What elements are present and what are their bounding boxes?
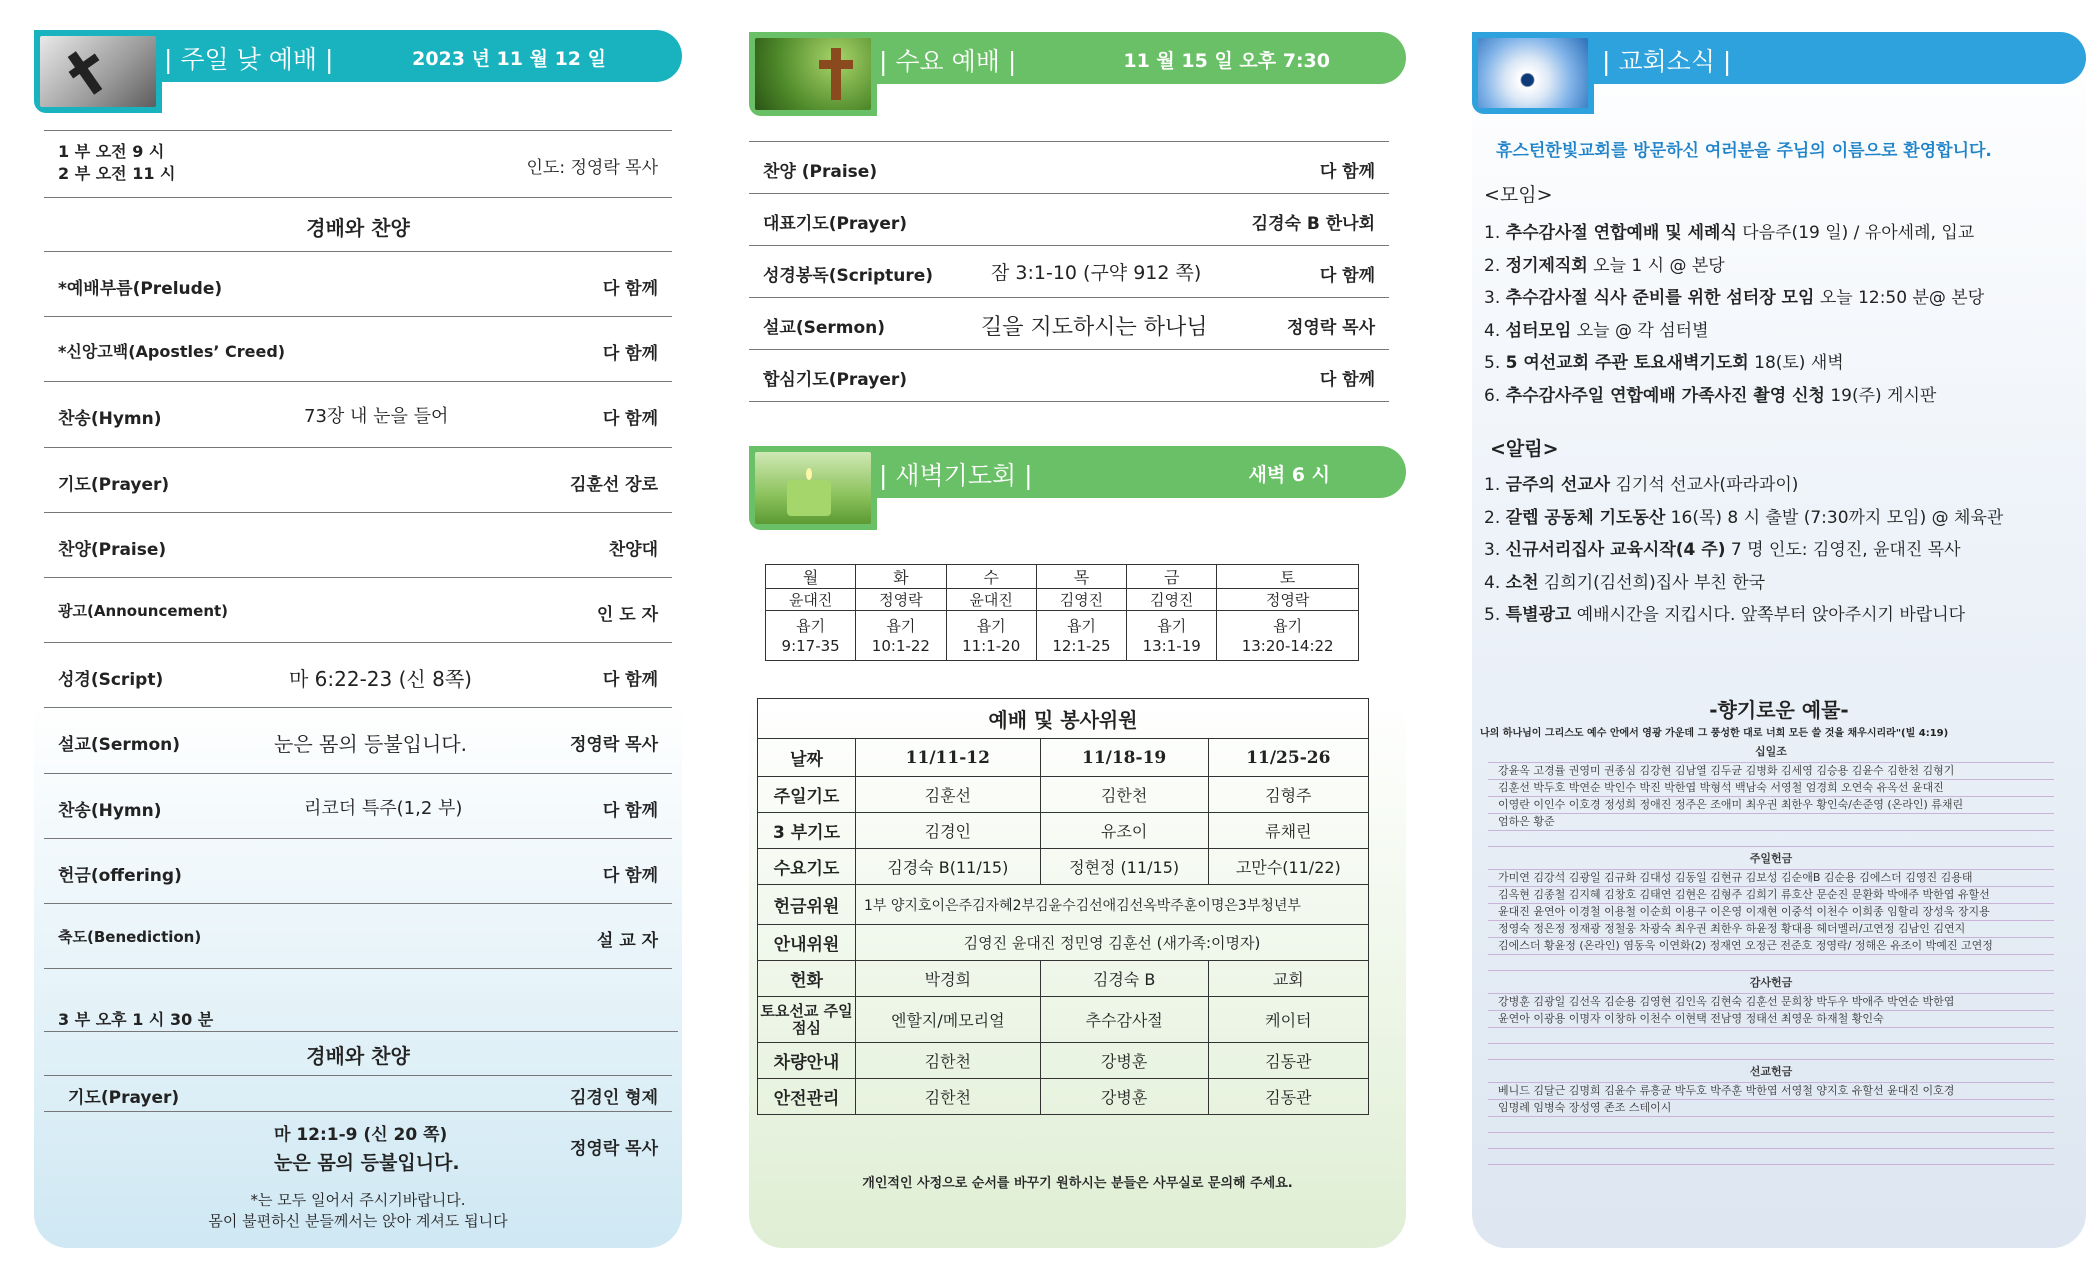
- praise-section-title: 경배와 찬양: [306, 216, 410, 240]
- prayer2-row: [44, 1076, 672, 1112]
- offering-group-name: 감사헌금: [1749, 976, 1793, 989]
- offering-blank-line: [1488, 1044, 2054, 1060]
- order-row: [44, 382, 672, 447]
- dawn-leader: 정영락: [1217, 589, 1359, 611]
- order-leader: 정영락 목사: [569, 735, 658, 756]
- notice-detail: 예배시간을 지킵시다. 앞쪽부터 앉아주시기 바랍니다: [1571, 605, 1966, 625]
- sermon2-title: 눈은 몸의 등불입니다.: [274, 1152, 460, 1174]
- offering-group-names: [1488, 762, 2054, 847]
- meeting-detail: 18(토) 새벽: [1748, 353, 1844, 373]
- notice-detail: 16(목) 8 시 출발 (7:30까지 모임) @ 체육관: [1665, 507, 2004, 528]
- order-detail: 73장 내 눈을 들어: [304, 406, 449, 428]
- meeting-title: 추수감사절 식사 준비를 위한 섬터장 모임: [1505, 288, 1815, 308]
- order-row: [44, 317, 672, 382]
- meeting-item: [1484, 381, 1936, 406]
- wednesday-order-row: [749, 246, 1389, 298]
- wooden-cross-image: [755, 38, 871, 110]
- dawn-verse-cell: [1127, 611, 1217, 661]
- meeting-number: 4.: [1484, 320, 1501, 341]
- order-leader: 김훈선 장로: [569, 474, 658, 495]
- wednesday-thumbnail: [749, 32, 877, 116]
- service-role: 수요기도: [758, 849, 856, 885]
- order-leader: 다 함께: [602, 800, 658, 821]
- scripture-verse: 나의 하나님이 그리스도 예수 안에서 영광 가운데 그 풍성한 대로 너희 모든 쓸 것을 채우시리라"(빌 4:19): [1480, 728, 1949, 739]
- dawn-time: 새벽 6 시: [1248, 464, 1330, 486]
- order-leader: 인 도 자: [596, 605, 658, 625]
- dawn-leader: 정영락: [856, 589, 946, 611]
- service-member: 엔할지/메모리얼: [856, 997, 1041, 1043]
- service-member: 케이터: [1208, 997, 1368, 1043]
- order-label: *예배부름(Prelude): [58, 279, 223, 299]
- wednesday-order-row: [749, 298, 1389, 350]
- offering-name-line: 김옥현 김종철 김지혜 김창호 김태연 김현은 김형주 김희기 류호산 문순진 문환화 박애주 박한엽 유할선: [1488, 887, 2054, 904]
- notice-item: [1484, 535, 1961, 560]
- wednesday-order-label: 대표기도(Prayer): [763, 214, 908, 234]
- wednesday-order-label: 합심기도(Prayer): [763, 370, 908, 390]
- notice-number: 5.: [1484, 605, 1501, 625]
- offering-title: -향기로운 예물-: [1709, 698, 1849, 722]
- usher-value: 김영진 윤대진 정민영 김훈선 (새가족:이명자): [856, 925, 1369, 961]
- service-member: 박경희: [856, 961, 1041, 997]
- service-role: 헌화: [758, 961, 856, 997]
- offering-name-line: 윤대진 윤연아 이경철 이용철 이순희 이용구 이은영 이재현 이중석 이천수 이희종 임할리 장성욱 장지용: [1488, 904, 2054, 921]
- usher-label: 안내위원: [758, 925, 856, 961]
- dawn-book: 욥기: [1157, 616, 1187, 635]
- notice-title: 소천: [1505, 572, 1539, 593]
- sitting-note: 몸이 불편하신 분들께서는 앉아 계셔도 됩니다: [208, 1212, 508, 1230]
- service-role: 3 부기도: [758, 813, 856, 849]
- service-member: 정현정 (11/15): [1040, 849, 1208, 885]
- praise-section2-row: [44, 1032, 672, 1076]
- notice-number: 1.: [1484, 475, 1501, 495]
- offering-group-names: [1488, 993, 2054, 1060]
- offering-name-line: 김훈선 박두호 박연순 박인수 박진 박한엽 박형석 백남숙 서영철 엄경희 오연숙 유옥선 윤대진: [1488, 780, 2054, 797]
- wednesday-order-leader: 김경숙 B 한나회: [1251, 214, 1375, 234]
- dawn-verses: 12:1-25: [1052, 636, 1111, 655]
- offering-name-line: 정영숙 정은정 정재광 정철웅 차광숙 최우권 최한우 하윤정 황대용 헤더멜러/고연정 김남인 김연지: [1488, 921, 2054, 938]
- wednesday-title: | 수요 예배 |: [879, 47, 1017, 76]
- order-row: [44, 448, 672, 513]
- dawn-verses: 13:1-19: [1142, 636, 1201, 655]
- dawn-verses: 10:1-22: [871, 636, 930, 655]
- news-thumbnail: [1472, 32, 1594, 114]
- service-member: 강병훈: [1040, 1079, 1208, 1115]
- meeting-number: 1.: [1484, 223, 1501, 243]
- service-date-header: 날짜: [758, 739, 856, 777]
- standing-note: *는 모두 일어서 주시기바랍니다.: [250, 1191, 466, 1209]
- dawn-book: 욥기: [886, 616, 916, 635]
- dawn-leader: 김영진: [1036, 589, 1126, 611]
- notice-item: [1484, 600, 1965, 625]
- service-times-row: [44, 130, 672, 198]
- wednesday-date: 11 월 15 일 오후 7:30: [1123, 50, 1330, 72]
- dawn-leader: 윤대진: [946, 589, 1036, 611]
- offering-name-line: 엄하은 황준: [1488, 814, 2054, 831]
- service-member: 강병훈: [1040, 1043, 1208, 1079]
- meetings-heading: <모임>: [1484, 184, 1553, 206]
- notice-detail: 김기석 선교사(파라과이): [1610, 475, 1799, 495]
- order-detail: 리코더 특주(1,2 부): [304, 797, 463, 819]
- dawn-verses: 13:20-14:22: [1241, 636, 1334, 655]
- notice-title: 신규서리집사 교육시작(4 주): [1505, 540, 1726, 560]
- service-member: 유조이: [1040, 813, 1208, 849]
- flower-image: [1478, 38, 1588, 108]
- order-leader: 다 함께: [602, 279, 658, 299]
- wednesday-order-detail: 잠 3:1-10 (구약 912 쪽): [991, 262, 1202, 284]
- notice-title: 특별광고: [1505, 605, 1572, 625]
- sermon2-preacher: 정영락 목사: [569, 1139, 658, 1159]
- dawn-book: 욥기: [796, 616, 826, 635]
- meeting-item: [1484, 251, 1725, 276]
- prayer2-label: 기도(Prayer): [68, 1088, 180, 1108]
- dawn-day: 목: [1036, 565, 1126, 589]
- dawn-day: 수: [946, 565, 1036, 589]
- service-member: 김한천: [856, 1043, 1041, 1079]
- welcome-message: 휴스턴한빛교회를 방문하신 여러분을 주님의 이름으로 환영합니다.: [1496, 141, 1992, 161]
- wednesday-order-row: [749, 194, 1389, 246]
- offering-name-line: 이영란 이인수 이호경 정성희 정애진 정주은 조애미 최우권 최한우 황인숙/손준영 (온라인) 류채린: [1488, 797, 2054, 814]
- service-member: 김한천: [1040, 777, 1208, 813]
- dawn-leader: 김영진: [1127, 589, 1217, 611]
- meeting-title: 정기제직회: [1505, 255, 1588, 276]
- dawn-thumbnail: [749, 446, 877, 530]
- third-service-row: [44, 1002, 678, 1032]
- service-role: 주일기도: [758, 777, 856, 813]
- meeting-item: [1484, 316, 1709, 341]
- order-leader: 다 함께: [602, 670, 658, 691]
- service-role: 차량안내: [758, 1043, 856, 1079]
- dawn-verse-cell: [1217, 611, 1359, 661]
- service-member: 김경숙 B(11/15): [856, 849, 1041, 885]
- notice-number: 3.: [1484, 540, 1501, 560]
- dawn-verse-cell: [766, 611, 856, 661]
- notice-number: 2.: [1484, 507, 1501, 528]
- meeting-item: [1484, 348, 1844, 373]
- order-label: 광고(Announcement): [58, 602, 229, 620]
- meeting-title: 섬터모임: [1505, 320, 1572, 341]
- meeting-number: 2.: [1484, 255, 1501, 276]
- offering-blank-line: [1488, 1028, 2054, 1044]
- order-label: 찬양(Praise): [58, 539, 167, 560]
- dawn-day: 금: [1127, 565, 1217, 589]
- service-date-header: 11/25-26: [1208, 739, 1368, 777]
- meeting-number: 5.: [1484, 353, 1501, 373]
- order-row: [44, 643, 672, 708]
- dawn-book: 욥기: [1066, 616, 1096, 635]
- meeting-title: 추수감사주일 연합예배 가족사진 촬영 신청: [1505, 385, 1825, 406]
- dawn-leader: 윤대진: [766, 589, 856, 611]
- offering-blank-line: [1488, 1117, 2054, 1133]
- sunday-thumbnail: [34, 30, 162, 113]
- service-member: 김훈선: [856, 777, 1041, 813]
- order-label: *신앙고백(Apostles’ Creed): [58, 342, 286, 362]
- offering-group-name: 십일조: [1755, 745, 1787, 758]
- order-detail: 눈은 몸의 등불입니다.: [274, 732, 467, 757]
- service-team-table: [757, 698, 1369, 1115]
- meeting-detail: 오늘 12:50 분@ 본당: [1814, 288, 1985, 308]
- order-row: [44, 578, 672, 643]
- wednesday-order-leader: 다 함께: [1319, 266, 1375, 286]
- wednesday-order-leader: 다 함께: [1319, 162, 1375, 182]
- notices-heading: <알림>: [1490, 438, 1559, 460]
- dawn-book: 욥기: [1273, 616, 1303, 635]
- service-member: 추수감사절: [1040, 997, 1208, 1043]
- order-leader: 설 교 자: [596, 931, 658, 951]
- sunday-title: | 주일 낮 예배 |: [164, 45, 334, 74]
- offering-name-line: 가미연 김강석 김광일 김규화 김대성 김동일 김현규 김보성 김순애B 김순용 김에스더 김영진 김용태: [1488, 870, 2054, 887]
- offering-name-line: 베니드 김달근 김명희 김윤수 류흥균 박두호 박주훈 박한엽 서영철 양지호 유할선 윤대진 이호경: [1488, 1083, 2054, 1100]
- news-panel: [1472, 30, 2086, 1248]
- service-member: 김동관: [1208, 1043, 1368, 1079]
- offering-group-name: 선교헌금: [1749, 1065, 1793, 1078]
- service-member: 김경숙 B: [1040, 961, 1208, 997]
- dawn-day: 토: [1217, 565, 1359, 589]
- offering-blank-line: [1488, 1133, 2054, 1149]
- scripture2-text: 마 12:1-9 (신 20 쪽): [274, 1125, 448, 1145]
- service-member: 김경인: [856, 813, 1041, 849]
- schedule-change-note: 개인적인 사정으로 순서를 바꾸기 원하시는 분들은 사무실로 문의해 주세요.: [862, 1176, 1293, 1191]
- meeting-title: 5 여선교회 주관 토요새벽기도회: [1505, 353, 1749, 373]
- wednesday-order-leader: 정영락 목사: [1286, 318, 1375, 338]
- order-row: [44, 252, 672, 317]
- meeting-title: 추수감사절 연합예배 및 세례식: [1505, 223, 1737, 243]
- dawn-verse-cell: [856, 611, 946, 661]
- notice-detail: 7 명 인도: 김영진, 윤대진 목사: [1725, 540, 1961, 560]
- leader-name: 인도: 정영락 목사: [526, 158, 658, 178]
- order-leader: 다 함께: [602, 865, 658, 886]
- order-row: [44, 774, 672, 839]
- order-label: 헌금(offering): [58, 865, 182, 886]
- order-label: 성경(Script): [58, 670, 164, 691]
- dawn-verses: 9:17-35: [781, 636, 840, 655]
- dawn-day: 화: [856, 565, 946, 589]
- meeting-number: 6.: [1484, 385, 1501, 406]
- praise-section-row: [44, 198, 672, 252]
- order-row: [44, 839, 672, 904]
- meeting-detail: 19(주) 게시판: [1824, 385, 1937, 406]
- offering-name-line: 김에스더 황윤정 (온라인) 염동욱 이연화(2) 정재연 오정근 전준호 정영락/ 정해은 유조이 박예진 고연정: [1488, 938, 2054, 955]
- meeting-detail: 오늘 @ 각 섬터별: [1571, 320, 1709, 341]
- dawn-verses: 11:1-20: [962, 636, 1021, 655]
- meeting-item: [1484, 283, 1984, 308]
- service-member: 김동관: [1208, 1079, 1368, 1115]
- offering-name-line: 강병훈 김광일 김선옥 김순용 김영현 김인옥 김현숙 김훈선 문희창 박두우 박애주 박연순 박한엽: [1488, 994, 2054, 1011]
- service-team-title: 예배 및 봉사위원: [758, 699, 1369, 739]
- order-label: 설교(Sermon): [58, 735, 181, 756]
- meeting-number: 3.: [1484, 288, 1501, 308]
- wednesday-order-label: 설교(Sermon): [763, 318, 886, 338]
- dawn-book: 욥기: [976, 616, 1006, 635]
- order-label: 축도(Benediction): [58, 928, 202, 946]
- service-member: 고만수(11/22): [1208, 849, 1368, 885]
- service-member: 류채린: [1208, 813, 1368, 849]
- news-title: | 교회소식 |: [1602, 47, 1732, 76]
- notice-item: [1484, 503, 2003, 528]
- order-leader: 다 함께: [602, 409, 658, 430]
- offering-name-line: 윤연아 이광용 이명자 이창하 이천수 이현택 전남영 정태선 최영운 하재철 황인숙: [1488, 1011, 2054, 1028]
- offering-blank-line: [1488, 831, 2054, 847]
- meeting-item: [1484, 218, 1974, 243]
- offering-group-names: [1488, 1082, 2054, 1165]
- dawn-title: | 새벽기도회 |: [879, 461, 1033, 490]
- wednesday-order-row: [749, 350, 1389, 402]
- order-row: [44, 513, 672, 578]
- order-label: 기도(Prayer): [58, 474, 170, 495]
- sunday-service-panel: [34, 30, 682, 1248]
- sunday-date: 2023 년 11 월 12 일: [412, 48, 606, 70]
- notice-number: 4.: [1484, 572, 1501, 593]
- order-leader: 다 함께: [602, 344, 658, 365]
- notice-title: 갈렙 공동체 기도동산: [1505, 507, 1666, 528]
- wednesday-order-row: [749, 142, 1389, 194]
- order-row: [44, 904, 672, 969]
- offering-group-names: [1488, 869, 2054, 971]
- notice-title: 금주의 선교사: [1505, 475, 1611, 495]
- service-role: 안전관리: [758, 1079, 856, 1115]
- offering-name-line: 임명례 임병숙 장성영 존조 스테이시: [1488, 1100, 2054, 1117]
- service-member: 김한천: [856, 1079, 1041, 1115]
- dawn-day: 월: [766, 565, 856, 589]
- third-service-time: 3 부 오후 1 시 30 분: [58, 1010, 214, 1029]
- service-member: 김형주: [1208, 777, 1368, 813]
- offering-blank-line: [1488, 955, 2054, 971]
- dawn-verse-cell: [946, 611, 1036, 661]
- service-role: 토요선교 주일점심: [758, 997, 856, 1043]
- order-label: 찬송(Hymn): [58, 409, 162, 430]
- service-date-header: 11/11-12: [856, 739, 1041, 777]
- order-leader: 찬양대: [608, 539, 658, 560]
- offering-name-line: 강윤옥 고경률 권영미 권종심 김강현 김남열 김두균 김병화 김세영 김승용 김윤수 김한천 김형기: [1488, 763, 2054, 780]
- notice-item: [1484, 470, 1798, 495]
- meeting-detail: 다음주(19 일) / 유아세례, 입교: [1736, 223, 1975, 243]
- meeting-detail: 오늘 1 시 @ 본당: [1587, 255, 1725, 276]
- order-label: 찬송(Hymn): [58, 800, 162, 821]
- offering-list: [1488, 740, 2054, 1165]
- notice-detail: 김희기(김선희)집사 부친 한국: [1538, 572, 1766, 593]
- praise-section2-title: 경배와 찬양: [306, 1044, 410, 1068]
- service-member: 교회: [1208, 961, 1368, 997]
- second-service-time: 2 부 오전 11 시: [58, 164, 176, 183]
- order-detail: 마 6:22-23 (신 8쪽): [289, 667, 472, 692]
- order-row: [44, 708, 672, 773]
- wednesday-order-leader: 다 함께: [1319, 370, 1375, 390]
- prayer2-leader: 김경인 형제: [569, 1088, 658, 1108]
- candle-image: [755, 452, 871, 524]
- offering-group-name: 주일헌금: [1749, 852, 1793, 865]
- wednesday-order-label: 찬양 (Praise): [763, 162, 878, 182]
- wednesday-order-detail: 길을 지도하시는 하나님: [981, 315, 1208, 340]
- offering-blank-line: [1488, 1149, 2054, 1165]
- bible-cross-image: [40, 36, 156, 107]
- dawn-schedule-table: [765, 564, 1359, 661]
- dawn-verse-cell: [1036, 611, 1126, 661]
- wednesday-order-label: 성경봉독(Scripture): [763, 266, 934, 286]
- wednesday-panel: [749, 30, 1406, 1248]
- sermon2-row: [44, 1112, 672, 1180]
- notice-item: [1484, 568, 1765, 593]
- offering-committee-label: 헌금위원: [758, 885, 856, 925]
- first-service-time: 1 부 오전 9 시: [58, 142, 165, 161]
- service-date-header: 11/18-19: [1040, 739, 1208, 777]
- offering-committee-value: 1부 양지호이은주김자혜2부김윤수김선애김선옥박주훈이명은3부청년부: [856, 885, 1369, 925]
